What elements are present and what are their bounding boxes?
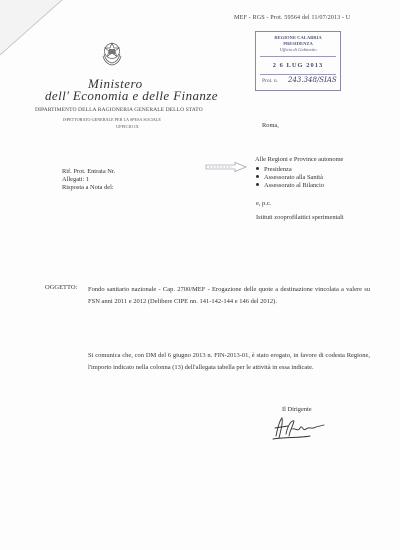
ispettorato-name: ISPETTORATO GENERALE PER LA SPESA SOCIALE (63, 117, 161, 122)
stamp-date: 2 6 LUG 2013 (272, 62, 324, 69)
recipient-label: Assessorato al Bilancio (264, 182, 324, 189)
subject-text: Fondo sanitario nazionale - Cap. 2700/MEF - Erogazione delle quote a destinazione vincolata a valere su FSN anni 2011 e 2012 (Delibere CIPE nn. 141-142-144 e 146 del 2012). (88, 286, 370, 305)
cc-recipient: Istituti zooprofilattici sperimentali (256, 214, 344, 221)
recipients-header: Alle Regioni e Province autonome (255, 156, 344, 163)
arrow-stamp-icon (205, 162, 247, 172)
stamp-line1: REGIONE CALABRIA (274, 35, 322, 40)
office-name: UFFICIO IX (116, 124, 139, 129)
bullet-icon (256, 175, 259, 178)
cc-label: e, p.c. (256, 200, 272, 207)
italian-republic-emblem-icon (101, 40, 123, 66)
reception-stamp (255, 31, 341, 91)
department-name: DIPARTIMENTO DELLA RAGIONERIA GENERALE DELLO STATO (35, 107, 203, 113)
place-date: Roma, (262, 122, 279, 129)
list-item (256, 174, 324, 182)
references-block (62, 168, 115, 192)
protocol-number: MEF - RGS - Prot. 59564 del 11/07/2013 - U (234, 14, 351, 21)
subject-label: OGGETTO: (45, 284, 78, 291)
stamp-divider (260, 74, 336, 75)
bullet-icon (256, 167, 259, 170)
letter-body: Si comunica che, con DM del 6 giugno 2013 n. FIN-2013-01, è stato erogato, in favore di codesta Regione, l'importo indicato nella colonna (13) dell'allegata tabella per le attività in essa indicate. (88, 352, 370, 371)
list-item (256, 166, 324, 174)
recipients-list (256, 166, 324, 190)
recipient-label: Assessorato alla Sanità (264, 174, 323, 181)
handwritten-signature (270, 414, 330, 442)
folded-corner (0, 0, 70, 70)
reference-protocol: Rif. Prot. Entrata Nr. (62, 168, 116, 175)
stamp-divider (260, 56, 336, 57)
list-item (256, 182, 324, 190)
stamp-prot-label: Prot. n. (262, 78, 279, 84)
bullet-icon (256, 183, 259, 186)
recipient-label: Presidenza (264, 166, 292, 173)
ministry-name-line1: Ministero (88, 76, 143, 91)
stamp-prot-number: 243.348/SIAS (288, 76, 337, 84)
ministry-name-line2: dell' Economia e delle Finanze (45, 88, 218, 103)
stamp-line3: Ufficio di Gabinetto (279, 47, 317, 52)
stamp-line2: PRESIDENZA (283, 41, 313, 46)
reference-attachments: Allegati: 1 (62, 176, 90, 183)
reference-reply: Risposta a Nota del: (62, 184, 114, 191)
signatory-title: Il Dirigente (282, 406, 312, 413)
